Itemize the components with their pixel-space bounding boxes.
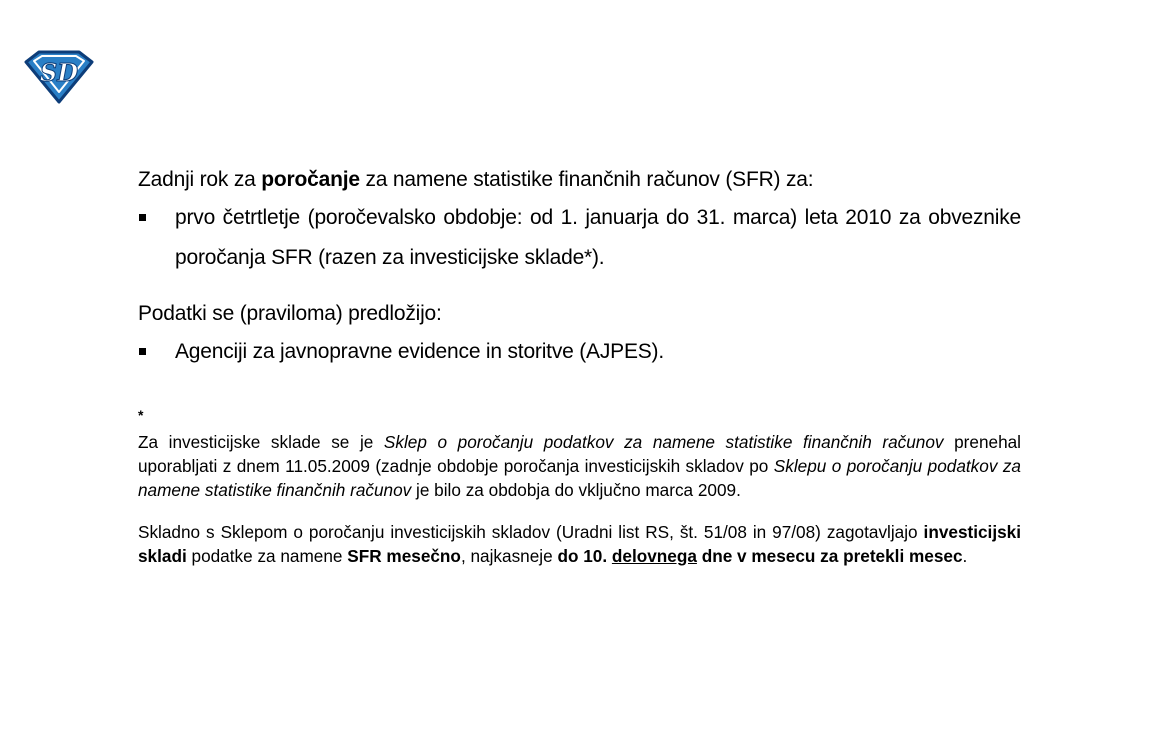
submission-item: Agenciji za javnopravne evidence in storitve (AJPES). (138, 332, 1021, 372)
logo-sd (22, 48, 96, 104)
deadline-list (138, 198, 1021, 278)
submission-heading: Podatki se (praviloma) predložijo: (138, 302, 442, 325)
footnote-marker: * (138, 407, 144, 423)
deadline-item: prvo četrtletje (poročevalsko obdobje: od 1. januarja do 31. marca) leta 2010 za obveznike poročanja SFR (razen za investicijske sklade*). (138, 198, 1021, 278)
bullet-square-icon (139, 348, 146, 355)
logo-text: SD (39, 58, 79, 87)
footnote-paragraph-2: Skladno s Sklepom o poročanju investicijskih skladov (Uradni list RS, št. 51/08 in 97/08) zagotavljajo investicijski skladi podatke za namene SFR mesečno, najkasneje do 10. delovnega dne v mesecu za pretekli mesec. (138, 522, 1021, 566)
deadline-heading: Zadnji rok za poročanje za namene statistike finančnih računov (SFR) za: (138, 168, 814, 191)
submission-list (138, 332, 1021, 372)
footnote-paragraph-1: Za investicijske sklade se je Sklep o poročanju podatkov za namene statistike finančnih računov prenehal uporabljati z dnem 11.05.2009 (zadnje obdobje poročanja investicijskih skladov po Sklepu o poročanju podatkov za namene statistike finančnih računov je bilo za obdobja do vključno marca 2009. (138, 432, 1022, 500)
document-body (138, 162, 1021, 568)
bullet-square-icon (139, 214, 146, 221)
